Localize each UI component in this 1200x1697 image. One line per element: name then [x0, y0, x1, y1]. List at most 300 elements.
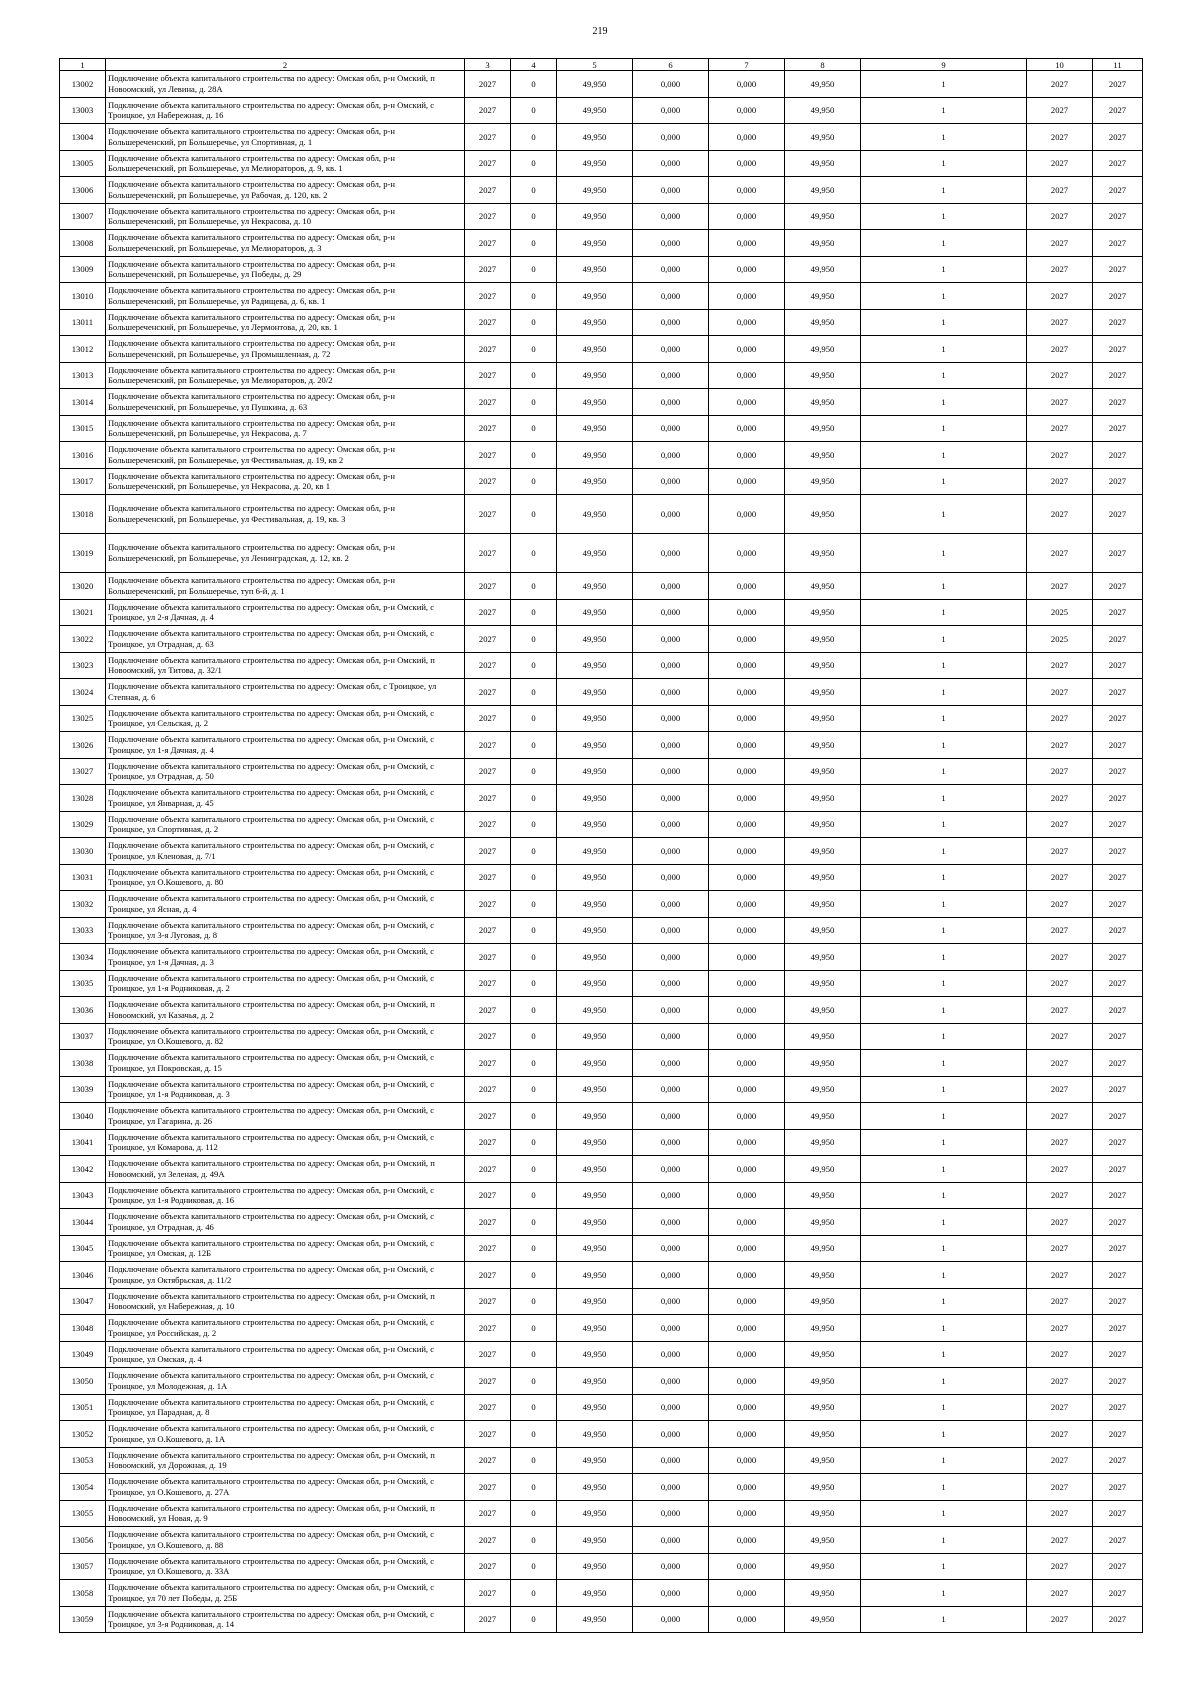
col-5-value: 49,950: [557, 1474, 633, 1501]
table-row: [60, 1447, 1143, 1474]
col-10-value: 2027: [1027, 1103, 1093, 1130]
col-5-value: 49,950: [557, 71, 633, 98]
row-description: Подключение объекта капитального строительства по адресу: Омская обл, р-н Омский, п Новоомский, ул Левина, д. 28А: [106, 71, 465, 98]
col-8-value: 49,950: [785, 1368, 861, 1395]
row-description: Подключение объекта капитального строительства по адресу: Омская обл, р-н Большереченский, рп Большеречье, ул Фестивальная, д. 19, кв 2: [106, 442, 465, 469]
col-6-value: 0,000: [633, 230, 709, 257]
col-10-value: 2027: [1027, 97, 1093, 124]
col-4-value: 0: [511, 256, 557, 283]
col-10-value: 2027: [1027, 970, 1093, 997]
col-5-value: 49,950: [557, 1341, 633, 1368]
table-row: [60, 1076, 1143, 1103]
col-9-value: 1: [861, 534, 1027, 573]
row-id: 13059: [60, 1606, 106, 1633]
col-6-value: 0,000: [633, 177, 709, 204]
row-description: Подключение объекта капитального строительства по адресу: Омская обл, р-н Омский, с Троицкое, ул Отрадная, д. 46: [106, 1209, 465, 1236]
col-6-value: 0,000: [633, 283, 709, 310]
col-3-value: 2027: [465, 1156, 511, 1183]
row-description: Подключение объекта капитального строительства по адресу: Омская обл, р-н Омский, п Новоомский, ул Новая, д. 9: [106, 1500, 465, 1527]
col-11-value: 2027: [1093, 1394, 1143, 1421]
table-row: [60, 1103, 1143, 1130]
col-3-value: 2027: [465, 997, 511, 1024]
col-7-value: 0,000: [709, 1527, 785, 1554]
col-6-value: 0,000: [633, 1262, 709, 1289]
col-7-value: 0,000: [709, 150, 785, 177]
col-5-value: 49,950: [557, 336, 633, 363]
col-6-value: 0,000: [633, 309, 709, 336]
row-id: 13056: [60, 1527, 106, 1554]
col-8-value: 49,950: [785, 442, 861, 469]
col-9-value: 1: [861, 1076, 1027, 1103]
col-11-value: 2027: [1093, 468, 1143, 495]
col-5-value: 49,950: [557, 256, 633, 283]
col-10-value: 2027: [1027, 1129, 1093, 1156]
table-row: [60, 1500, 1143, 1527]
col-11-value: 2027: [1093, 177, 1143, 204]
col-11-value: 2027: [1093, 1527, 1143, 1554]
col-9-value: 1: [861, 573, 1027, 600]
table-row: [60, 573, 1143, 600]
table-row: [60, 732, 1143, 759]
row-id: 13007: [60, 203, 106, 230]
col-5-value: 49,950: [557, 1262, 633, 1289]
col-9-value: 1: [861, 124, 1027, 151]
table-row: [60, 309, 1143, 336]
col-8-value: 49,950: [785, 1394, 861, 1421]
col-9-value: 1: [861, 283, 1027, 310]
col-4-value: 0: [511, 1235, 557, 1262]
col-5-value: 49,950: [557, 1023, 633, 1050]
col-6-value: 0,000: [633, 891, 709, 918]
col-5-value: 49,950: [557, 468, 633, 495]
col-7-value: 0,000: [709, 1447, 785, 1474]
col-5-value: 49,950: [557, 1129, 633, 1156]
col-9-value: 1: [861, 758, 1027, 785]
col-3-value: 2027: [465, 1076, 511, 1103]
col-4-value: 0: [511, 1129, 557, 1156]
col-3-value: 2027: [465, 917, 511, 944]
row-id: 13003: [60, 97, 106, 124]
col-10-value: 2027: [1027, 917, 1093, 944]
col-6-value: 0,000: [633, 732, 709, 759]
col-8-value: 49,950: [785, 1076, 861, 1103]
col-11-value: 2027: [1093, 1421, 1143, 1448]
col-3-value: 2027: [465, 626, 511, 653]
col-8-value: 49,950: [785, 230, 861, 257]
col-5-value: 49,950: [557, 811, 633, 838]
col-9-value: 1: [861, 1209, 1027, 1236]
col-5-value: 49,950: [557, 309, 633, 336]
col-3-value: 2027: [465, 1606, 511, 1633]
col-9-value: 1: [861, 811, 1027, 838]
col-8-value: 49,950: [785, 652, 861, 679]
col-10-value: 2027: [1027, 1050, 1093, 1077]
col-10-value: 2027: [1027, 732, 1093, 759]
row-id: 13023: [60, 652, 106, 679]
col-3-value: 2027: [465, 573, 511, 600]
col-11-value: 2027: [1093, 917, 1143, 944]
col-8-value: 49,950: [785, 97, 861, 124]
table-row: [60, 1129, 1143, 1156]
col-4-value: 0: [511, 1341, 557, 1368]
col-10-value: 2027: [1027, 1394, 1093, 1421]
col-4-value: 0: [511, 1103, 557, 1130]
row-description: Подключение объекта капитального строительства по адресу: Омская обл, р-н Большереченский, рп Большеречье, ул Фестивальная, д. 19, кв. 3: [106, 495, 465, 534]
col-11-value: 2027: [1093, 71, 1143, 98]
column-header-10: 10: [1027, 59, 1093, 71]
col-6-value: 0,000: [633, 1341, 709, 1368]
col-8-value: 49,950: [785, 838, 861, 865]
col-7-value: 0,000: [709, 1580, 785, 1607]
col-4-value: 0: [511, 997, 557, 1024]
col-6-value: 0,000: [633, 442, 709, 469]
col-11-value: 2027: [1093, 97, 1143, 124]
col-8-value: 49,950: [785, 468, 861, 495]
col-10-value: 2027: [1027, 389, 1093, 416]
row-description: Подключение объекта капитального строительства по адресу: Омская обл, р-н Омский, с Троицкое, ул О.Кошевого, д. 80: [106, 864, 465, 891]
col-6-value: 0,000: [633, 1394, 709, 1421]
col-7-value: 0,000: [709, 1050, 785, 1077]
row-id: 13035: [60, 970, 106, 997]
col-9-value: 1: [861, 1553, 1027, 1580]
col-6-value: 0,000: [633, 1553, 709, 1580]
col-11-value: 2027: [1093, 705, 1143, 732]
row-id: 13013: [60, 362, 106, 389]
col-4-value: 0: [511, 1500, 557, 1527]
table-row: [60, 495, 1143, 534]
col-11-value: 2027: [1093, 944, 1143, 971]
col-4-value: 0: [511, 177, 557, 204]
col-3-value: 2027: [465, 1527, 511, 1554]
row-description: Подключение объекта капитального строительства по адресу: Омская обл, р-н Большереченский, рп Большеречье, ул Спортивная, д. 1: [106, 124, 465, 151]
col-11-value: 2027: [1093, 283, 1143, 310]
col-9-value: 1: [861, 1421, 1027, 1448]
table-row: [60, 944, 1143, 971]
col-10-value: 2027: [1027, 1076, 1093, 1103]
col-11-value: 2027: [1093, 599, 1143, 626]
col-10-value: 2027: [1027, 1527, 1093, 1554]
row-id: 13026: [60, 732, 106, 759]
row-id: 13037: [60, 1023, 106, 1050]
row-description: Подключение объекта капитального строительства по адресу: Омская обл, с Троицкое, ул Степная, д. 6: [106, 679, 465, 706]
col-5-value: 49,950: [557, 230, 633, 257]
col-8-value: 49,950: [785, 256, 861, 283]
col-5-value: 49,950: [557, 1368, 633, 1395]
row-id: 13024: [60, 679, 106, 706]
column-header-8: 8: [785, 59, 861, 71]
table-row: [60, 1315, 1143, 1342]
col-7-value: 0,000: [709, 1235, 785, 1262]
col-4-value: 0: [511, 1606, 557, 1633]
table-row: [60, 626, 1143, 653]
col-5-value: 49,950: [557, 150, 633, 177]
row-description: Подключение объекта капитального строительства по адресу: Омская обл, р-н Большереченский, рп Большеречье, ул Мелиораторов, д. 20/2: [106, 362, 465, 389]
col-5-value: 49,950: [557, 1315, 633, 1342]
col-8-value: 49,950: [785, 626, 861, 653]
col-8-value: 49,950: [785, 362, 861, 389]
table-row: [60, 652, 1143, 679]
row-description: Подключение объекта капитального строительства по адресу: Омская обл, р-н Омский, с Троицкое, ул О.Кошевого, д. 88: [106, 1527, 465, 1554]
row-description: Подключение объекта капитального строительства по адресу: Омская обл, р-н Омский, с Троицкое, ул Омская, д. 12Б: [106, 1235, 465, 1262]
row-id: 13048: [60, 1315, 106, 1342]
col-8-value: 49,950: [785, 534, 861, 573]
row-id: 13031: [60, 864, 106, 891]
row-description: Подключение объекта капитального строительства по адресу: Омская обл, р-н Омский, п Новоомский, ул Титова, д. 32/1: [106, 652, 465, 679]
row-id: 13016: [60, 442, 106, 469]
col-5-value: 49,950: [557, 1527, 633, 1554]
col-5-value: 49,950: [557, 534, 633, 573]
col-3-value: 2027: [465, 1580, 511, 1607]
row-id: 13036: [60, 997, 106, 1024]
col-9-value: 1: [861, 917, 1027, 944]
col-4-value: 0: [511, 150, 557, 177]
col-10-value: 2027: [1027, 785, 1093, 812]
col-3-value: 2027: [465, 732, 511, 759]
row-id: 13015: [60, 415, 106, 442]
table-row: [60, 203, 1143, 230]
col-4-value: 0: [511, 944, 557, 971]
col-6-value: 0,000: [633, 705, 709, 732]
table-row: [60, 811, 1143, 838]
col-4-value: 0: [511, 1262, 557, 1289]
col-4-value: 0: [511, 389, 557, 416]
col-9-value: 1: [861, 1235, 1027, 1262]
col-9-value: 1: [861, 1182, 1027, 1209]
row-description: Подключение объекта капитального строительства по адресу: Омская обл, р-н Омский, с Троицкое, ул Ясная, д. 4: [106, 891, 465, 918]
col-10-value: 2025: [1027, 626, 1093, 653]
col-11-value: 2027: [1093, 230, 1143, 257]
col-9-value: 1: [861, 679, 1027, 706]
col-7-value: 0,000: [709, 177, 785, 204]
col-10-value: 2027: [1027, 1023, 1093, 1050]
row-id: 13012: [60, 336, 106, 363]
col-4-value: 0: [511, 534, 557, 573]
col-5-value: 49,950: [557, 1394, 633, 1421]
col-8-value: 49,950: [785, 997, 861, 1024]
col-3-value: 2027: [465, 230, 511, 257]
col-3-value: 2027: [465, 1288, 511, 1315]
col-5-value: 49,950: [557, 599, 633, 626]
table-row: [60, 1182, 1143, 1209]
table-row: [60, 415, 1143, 442]
col-8-value: 49,950: [785, 1262, 861, 1289]
col-9-value: 1: [861, 891, 1027, 918]
column-header-11: 11: [1093, 59, 1143, 71]
col-7-value: 0,000: [709, 256, 785, 283]
table-row: [60, 1023, 1143, 1050]
row-id: 13040: [60, 1103, 106, 1130]
col-5-value: 49,950: [557, 1580, 633, 1607]
row-description: Подключение объекта капитального строительства по адресу: Омская обл, р-н Омский, с Троицкое, ул 1-я Дачная, д. 4: [106, 732, 465, 759]
col-5-value: 49,950: [557, 415, 633, 442]
col-7-value: 0,000: [709, 442, 785, 469]
col-10-value: 2027: [1027, 309, 1093, 336]
col-10-value: 2027: [1027, 997, 1093, 1024]
col-9-value: 1: [861, 256, 1027, 283]
row-id: 13004: [60, 124, 106, 151]
col-7-value: 0,000: [709, 124, 785, 151]
col-10-value: 2027: [1027, 1156, 1093, 1183]
col-6-value: 0,000: [633, 468, 709, 495]
row-id: 13010: [60, 283, 106, 310]
col-4-value: 0: [511, 468, 557, 495]
col-4-value: 0: [511, 785, 557, 812]
row-description: Подключение объекта капитального строительства по адресу: Омская обл, р-н Омский, с Троицкое, ул О.Кошевого, д. 27А: [106, 1474, 465, 1501]
col-11-value: 2027: [1093, 758, 1143, 785]
col-5-value: 49,950: [557, 891, 633, 918]
col-5-value: 49,950: [557, 495, 633, 534]
col-3-value: 2027: [465, 415, 511, 442]
row-description: Подключение объекта капитального строительства по адресу: Омская обл, р-н Омский, с Троицкое, ул Январная, д. 45: [106, 785, 465, 812]
row-description: Подключение объекта капитального строительства по адресу: Омская обл, р-н Омский, п Новоомский, ул Зеленая, д. 49А: [106, 1156, 465, 1183]
col-11-value: 2027: [1093, 785, 1143, 812]
col-11-value: 2027: [1093, 838, 1143, 865]
col-7-value: 0,000: [709, 573, 785, 600]
row-id: 13005: [60, 150, 106, 177]
col-10-value: 2027: [1027, 442, 1093, 469]
col-4-value: 0: [511, 705, 557, 732]
col-10-value: 2027: [1027, 415, 1093, 442]
col-5-value: 49,950: [557, 1156, 633, 1183]
col-9-value: 1: [861, 652, 1027, 679]
col-3-value: 2027: [465, 283, 511, 310]
col-3-value: 2027: [465, 203, 511, 230]
col-6-value: 0,000: [633, 495, 709, 534]
row-description: Подключение объекта капитального строительства по адресу: Омская обл, р-н Омский, с Троицкое, ул 1-я Родниковая, д. 2: [106, 970, 465, 997]
col-10-value: 2027: [1027, 652, 1093, 679]
col-4-value: 0: [511, 758, 557, 785]
col-7-value: 0,000: [709, 1421, 785, 1448]
header-row: [60, 59, 1143, 71]
col-7-value: 0,000: [709, 1341, 785, 1368]
col-10-value: 2027: [1027, 1288, 1093, 1315]
col-11-value: 2027: [1093, 1182, 1143, 1209]
col-9-value: 1: [861, 203, 1027, 230]
col-11-value: 2027: [1093, 415, 1143, 442]
col-11-value: 2027: [1093, 1103, 1143, 1130]
col-8-value: 49,950: [785, 573, 861, 600]
col-9-value: 1: [861, 1156, 1027, 1183]
col-4-value: 0: [511, 1580, 557, 1607]
col-7-value: 0,000: [709, 944, 785, 971]
col-10-value: 2027: [1027, 679, 1093, 706]
row-description: Подключение объекта капитального строительства по адресу: Омская обл, р-н Большереченский, рп Большеречье, ул Мелиораторов, д. 3: [106, 230, 465, 257]
table-row: [60, 71, 1143, 98]
col-4-value: 0: [511, 1156, 557, 1183]
column-header-4: 4: [511, 59, 557, 71]
col-11-value: 2027: [1093, 1474, 1143, 1501]
table-row: [60, 1341, 1143, 1368]
col-4-value: 0: [511, 679, 557, 706]
col-3-value: 2027: [465, 71, 511, 98]
row-id: 13041: [60, 1129, 106, 1156]
row-description: Подключение объекта капитального строительства по адресу: Омская обл, р-н Омский, с Троицкое, ул О.Кошевого, д. 1А: [106, 1421, 465, 1448]
col-3-value: 2027: [465, 1368, 511, 1395]
column-header-9: 9: [861, 59, 1027, 71]
row-id: 13053: [60, 1447, 106, 1474]
table-row: [60, 97, 1143, 124]
row-description: Подключение объекта капитального строительства по адресу: Омская обл, р-н Омский, с Троицкое, ул Комарова, д. 112: [106, 1129, 465, 1156]
col-4-value: 0: [511, 1553, 557, 1580]
col-9-value: 1: [861, 1527, 1027, 1554]
col-6-value: 0,000: [633, 679, 709, 706]
col-3-value: 2027: [465, 1182, 511, 1209]
col-8-value: 49,950: [785, 495, 861, 534]
table-row: [60, 230, 1143, 257]
row-description: Подключение объекта капитального строительства по адресу: Омская обл, р-н Омский, с Троицкое, ул Гагарина, д. 26: [106, 1103, 465, 1130]
col-9-value: 1: [861, 1500, 1027, 1527]
col-5-value: 49,950: [557, 864, 633, 891]
col-9-value: 1: [861, 1023, 1027, 1050]
col-8-value: 49,950: [785, 124, 861, 151]
col-7-value: 0,000: [709, 1368, 785, 1395]
col-4-value: 0: [511, 283, 557, 310]
col-3-value: 2027: [465, 838, 511, 865]
col-3-value: 2027: [465, 758, 511, 785]
col-10-value: 2027: [1027, 1500, 1093, 1527]
col-7-value: 0,000: [709, 1553, 785, 1580]
col-6-value: 0,000: [633, 534, 709, 573]
col-7-value: 0,000: [709, 283, 785, 310]
col-6-value: 0,000: [633, 1368, 709, 1395]
col-4-value: 0: [511, 891, 557, 918]
col-8-value: 49,950: [785, 970, 861, 997]
col-5-value: 49,950: [557, 970, 633, 997]
col-7-value: 0,000: [709, 1129, 785, 1156]
col-11-value: 2027: [1093, 573, 1143, 600]
col-4-value: 0: [511, 838, 557, 865]
col-5-value: 49,950: [557, 1553, 633, 1580]
row-description: Подключение объекта капитального строительства по адресу: Омская обл, р-н Омский, с Троицкое, ул 1-я Родниковая, д. 16: [106, 1182, 465, 1209]
table-row: [60, 442, 1143, 469]
col-5-value: 49,950: [557, 944, 633, 971]
col-3-value: 2027: [465, 785, 511, 812]
col-8-value: 49,950: [785, 705, 861, 732]
col-11-value: 2027: [1093, 362, 1143, 389]
table-row: [60, 362, 1143, 389]
row-id: 13028: [60, 785, 106, 812]
col-3-value: 2027: [465, 1553, 511, 1580]
col-7-value: 0,000: [709, 705, 785, 732]
col-6-value: 0,000: [633, 1421, 709, 1448]
col-7-value: 0,000: [709, 1394, 785, 1421]
col-8-value: 49,950: [785, 1288, 861, 1315]
col-4-value: 0: [511, 732, 557, 759]
col-11-value: 2027: [1093, 309, 1143, 336]
col-10-value: 2027: [1027, 1315, 1093, 1342]
row-description: Подключение объекта капитального строительства по адресу: Омская обл, р-н Омский, п Новоомский, ул Казачья, д. 2: [106, 997, 465, 1024]
col-7-value: 0,000: [709, 917, 785, 944]
col-6-value: 0,000: [633, 917, 709, 944]
col-7-value: 0,000: [709, 468, 785, 495]
col-5-value: 49,950: [557, 705, 633, 732]
table-row: [60, 1527, 1143, 1554]
col-8-value: 49,950: [785, 1235, 861, 1262]
col-6-value: 0,000: [633, 1606, 709, 1633]
row-description: Подключение объекта капитального строительства по адресу: Омская обл, р-н Большереченский, рп Большеречье, ул Пушкина, д. 63: [106, 389, 465, 416]
col-7-value: 0,000: [709, 71, 785, 98]
col-5-value: 49,950: [557, 758, 633, 785]
col-4-value: 0: [511, 1050, 557, 1077]
col-3-value: 2027: [465, 1103, 511, 1130]
row-id: 13034: [60, 944, 106, 971]
col-6-value: 0,000: [633, 811, 709, 838]
col-11-value: 2027: [1093, 811, 1143, 838]
col-6-value: 0,000: [633, 1315, 709, 1342]
col-7-value: 0,000: [709, 1156, 785, 1183]
col-10-value: 2027: [1027, 864, 1093, 891]
col-5-value: 49,950: [557, 679, 633, 706]
